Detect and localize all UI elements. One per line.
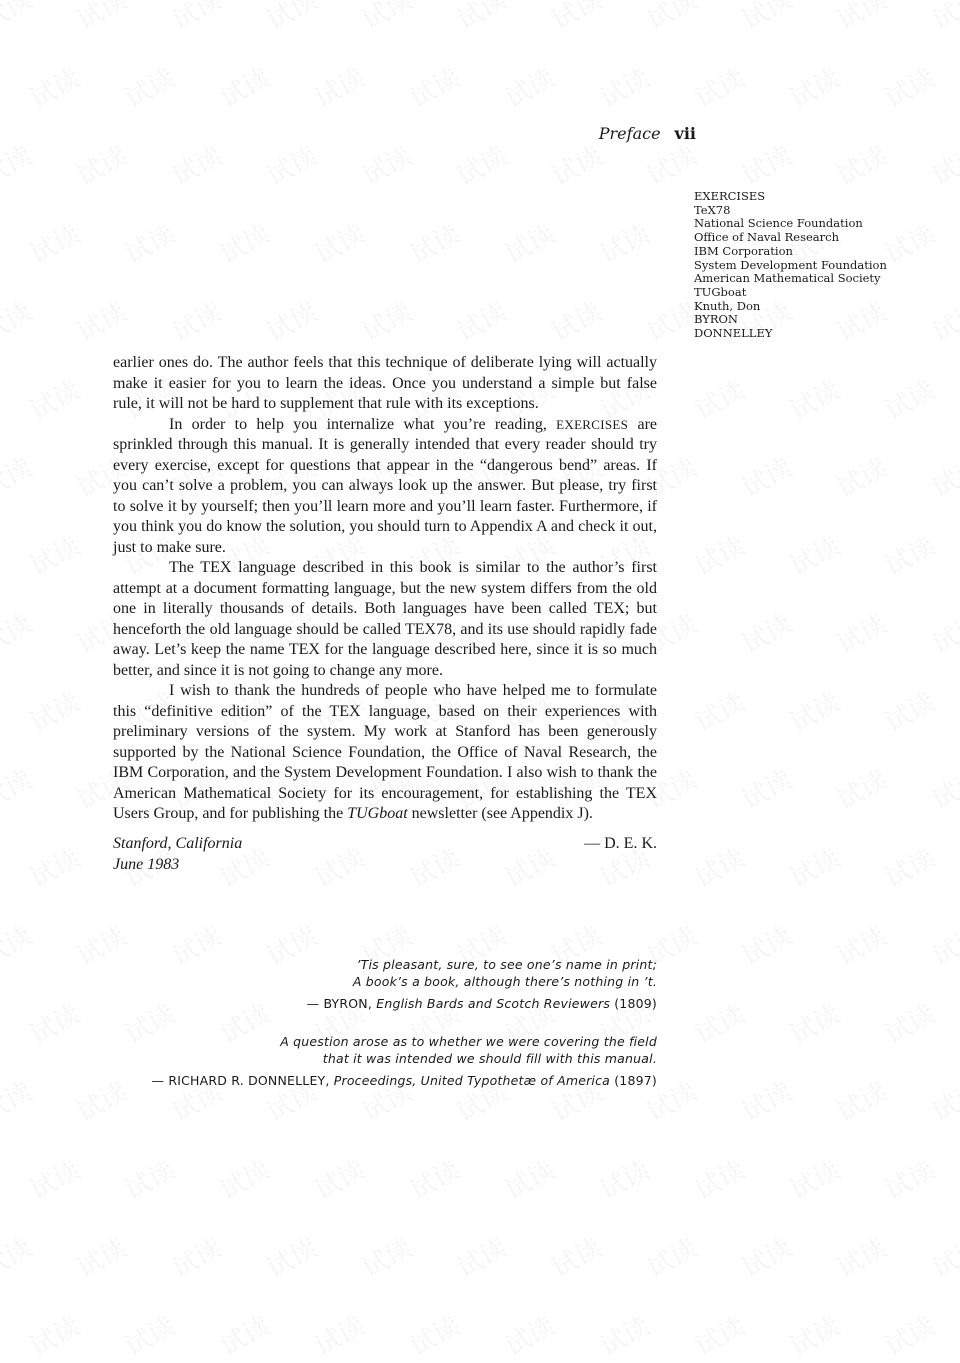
watermark-mark xyxy=(877,1150,940,1207)
running-head xyxy=(560,124,696,143)
epigraph-attribution xyxy=(151,1072,657,1089)
watermark-mark xyxy=(259,292,322,349)
watermark-mark xyxy=(212,1306,275,1363)
small-caps-term: EXERCISES xyxy=(556,416,629,432)
watermark-mark xyxy=(924,916,960,973)
watermark-mark xyxy=(69,1072,132,1129)
watermark-mark xyxy=(354,1228,417,1285)
watermark-mark xyxy=(829,448,892,505)
epigraph-line: A book’s a book, although there’s nothing in ’t. xyxy=(352,974,657,989)
watermark-mark xyxy=(829,604,892,661)
watermark-mark xyxy=(782,838,845,895)
watermark-mark xyxy=(307,1306,370,1363)
watermark-mark xyxy=(782,682,845,739)
epigraph-line: A question arose as to whether we were covering the field xyxy=(280,1034,657,1049)
watermark-mark xyxy=(0,0,38,37)
page-number: vii xyxy=(674,124,696,143)
watermark-mark xyxy=(449,136,512,193)
paragraph-text: I wish to thank the hundreds of people who have helped me to formulate this “definitive edition” of the TEX language, based on their experiences with preliminary versions of the system. My work at Stanford has been generously supported by the National Science Foundation, the Office of Naval Research, the IBM Corporation, and the System Development Foundation. I also wish to thank the American Mathematical Society for its encouragement, for establishing the TEX Users Group, and for publishing the xyxy=(113,682,657,822)
watermark-mark xyxy=(829,916,892,973)
watermark-mark xyxy=(687,1306,750,1363)
italic-term: TUGboat xyxy=(347,805,408,822)
watermark-mark xyxy=(924,1072,960,1129)
watermark-mark xyxy=(497,58,560,115)
watermark-mark xyxy=(497,1150,560,1207)
watermark-mark xyxy=(22,1150,85,1207)
watermark-mark xyxy=(164,136,227,193)
watermark-mark xyxy=(924,760,960,817)
watermark-mark xyxy=(734,1228,797,1285)
watermark-mark xyxy=(69,136,132,193)
watermark-mark xyxy=(354,136,417,193)
watermark-mark xyxy=(22,370,85,427)
watermark-mark xyxy=(877,1306,940,1363)
paragraph-text: In order to help you internalize what you’re reading, xyxy=(169,415,547,433)
index-entry: TUGboat xyxy=(694,284,747,299)
index-entry: National Science Foundation xyxy=(694,216,863,231)
watermark-mark xyxy=(829,136,892,193)
watermark-mark xyxy=(544,1228,607,1285)
epigraph-author: — RICHARD R. DONNELLEY, xyxy=(151,1073,330,1088)
watermark-mark xyxy=(877,58,940,115)
watermark-mark xyxy=(402,1150,465,1207)
watermark-mark xyxy=(307,58,370,115)
watermark-mark xyxy=(687,58,750,115)
watermark-mark xyxy=(22,838,85,895)
index-entry: DONNELLEY xyxy=(694,326,773,341)
watermark-mark xyxy=(402,214,465,271)
watermark-mark xyxy=(69,1228,132,1285)
watermark-mark xyxy=(782,994,845,1051)
watermark-mark xyxy=(69,0,132,37)
watermark-mark xyxy=(307,214,370,271)
watermark-mark xyxy=(924,136,960,193)
watermark-mark xyxy=(259,136,322,193)
watermark-mark xyxy=(877,370,940,427)
watermark-mark xyxy=(592,1150,655,1207)
watermark-mark xyxy=(164,916,227,973)
index-entry: Office of Naval Research xyxy=(694,230,839,245)
paragraph: The TEX language described in this book is similar to the author’s first attempt at a document formatting language, but the new system differs from the old one in literally thousands of details. Both languages have been called TEX; but henceforth the old language should be called TEX78, and its use should rapidly fade away. Let’s keep the name TEX for the language described here, since it is so much better, and since it is not going to change any more. xyxy=(113,559,657,679)
signature-place: Stanford, California xyxy=(113,835,243,852)
epigraph-donnelley xyxy=(151,1033,657,1089)
paragraph xyxy=(113,415,657,559)
preface-body xyxy=(113,353,657,825)
watermark-mark xyxy=(924,292,960,349)
watermark-mark xyxy=(259,0,322,37)
epigraph-work: English Bards and Scotch Reviewers xyxy=(376,996,611,1011)
paragraph: earlier ones do. The author feels that this technique of deliberate lying will actually make it easier for you to learn the ideas. Once you understand a simple but false rule, it will not be hard to supplement that rule with its exceptions. xyxy=(113,354,657,412)
watermark-mark xyxy=(782,1150,845,1207)
watermark-mark xyxy=(639,1228,702,1285)
watermark-mark xyxy=(449,292,512,349)
watermark-mark xyxy=(829,1228,892,1285)
epigraph-author: — BYRON, xyxy=(306,996,373,1011)
watermark-mark xyxy=(0,136,38,193)
margin-index-entries xyxy=(694,190,887,341)
watermark-mark xyxy=(22,682,85,739)
watermark-mark xyxy=(354,0,417,37)
watermark-mark xyxy=(164,292,227,349)
watermark-mark xyxy=(259,1228,322,1285)
watermark-mark xyxy=(734,760,797,817)
epigraph-work: Proceedings, United Typothetæ of America xyxy=(333,1073,611,1088)
watermark-mark xyxy=(592,58,655,115)
epigraph-byron xyxy=(307,956,657,1012)
watermark-mark xyxy=(22,214,85,271)
watermark-mark xyxy=(592,1306,655,1363)
watermark-mark xyxy=(734,916,797,973)
index-entry: Knuth, Don xyxy=(694,298,761,313)
watermark-mark xyxy=(734,604,797,661)
watermark-mark xyxy=(0,760,38,817)
watermark-mark xyxy=(877,526,940,583)
paragraph xyxy=(113,681,657,825)
watermark-mark xyxy=(592,214,655,271)
watermark-mark xyxy=(22,526,85,583)
signature-initials: — D. E. K. xyxy=(584,835,657,852)
watermark-mark xyxy=(212,214,275,271)
index-entry: TeX78 xyxy=(694,202,731,217)
watermark-mark xyxy=(924,604,960,661)
watermark-mark xyxy=(0,448,38,505)
watermark-mark xyxy=(544,292,607,349)
watermark-mark xyxy=(497,214,560,271)
watermark-mark xyxy=(924,1228,960,1285)
watermark-mark xyxy=(782,526,845,583)
watermark-mark xyxy=(687,838,750,895)
watermark-mark xyxy=(639,136,702,193)
watermark-mark xyxy=(687,682,750,739)
watermark-mark xyxy=(687,994,750,1051)
index-entry: American Mathematical Society xyxy=(694,271,881,286)
watermark-mark xyxy=(22,1306,85,1363)
watermark-mark xyxy=(734,1072,797,1129)
epigraph-year: (1809) xyxy=(614,996,657,1011)
watermark-mark xyxy=(0,292,38,349)
watermark-mark xyxy=(734,448,797,505)
watermark-mark xyxy=(829,0,892,37)
watermark-mark xyxy=(307,1150,370,1207)
epigraph-year: (1897) xyxy=(614,1073,657,1088)
watermark-mark xyxy=(782,370,845,427)
watermark-mark xyxy=(0,1228,38,1285)
watermark-mark xyxy=(212,1150,275,1207)
epigraph-line: ’Tis pleasant, sure, to see one’s name in print; xyxy=(356,957,657,972)
paragraph-text: newsletter (see Appendix J). xyxy=(411,805,593,822)
watermark-mark xyxy=(544,0,607,37)
watermark-mark xyxy=(0,604,38,661)
watermark-mark xyxy=(117,58,180,115)
signature-date: June 1983 xyxy=(113,855,180,873)
index-entry: System Development Foundation xyxy=(694,257,887,272)
watermark-mark xyxy=(402,58,465,115)
watermark-mark xyxy=(212,58,275,115)
watermark-mark xyxy=(164,0,227,37)
watermark-mark xyxy=(22,994,85,1051)
watermark-mark xyxy=(449,1228,512,1285)
index-entry: EXERCISES xyxy=(694,189,766,203)
watermark-mark xyxy=(544,136,607,193)
watermark-mark xyxy=(687,370,750,427)
watermark-mark xyxy=(829,760,892,817)
watermark-mark xyxy=(782,1306,845,1363)
watermark-mark xyxy=(117,1306,180,1363)
epigraph-line: that it was intended we should fill with this manual. xyxy=(322,1051,657,1066)
watermark-mark xyxy=(687,1150,750,1207)
watermark-mark xyxy=(877,682,940,739)
watermark-mark xyxy=(687,526,750,583)
watermark-mark xyxy=(734,0,797,37)
index-entry: BYRON xyxy=(694,312,738,327)
watermark-mark xyxy=(877,838,940,895)
running-head-title: Preface xyxy=(598,124,661,143)
watermark-mark xyxy=(497,1306,560,1363)
watermark-mark xyxy=(69,292,132,349)
watermark-mark xyxy=(69,916,132,973)
watermark-mark xyxy=(22,58,85,115)
watermark-mark xyxy=(639,0,702,37)
watermark-mark xyxy=(117,1150,180,1207)
watermark-mark xyxy=(402,1306,465,1363)
watermark-mark xyxy=(449,0,512,37)
watermark-mark xyxy=(0,1072,38,1129)
index-entry: IBM Corporation xyxy=(694,243,793,258)
watermark-mark xyxy=(117,214,180,271)
watermark-mark xyxy=(734,136,797,193)
watermark-mark xyxy=(164,1228,227,1285)
watermark-mark xyxy=(354,292,417,349)
epigraph-attribution xyxy=(307,995,657,1012)
watermark-mark xyxy=(782,58,845,115)
watermark-mark xyxy=(924,448,960,505)
paragraph-text: are sprinkled through this manual. It is generally intended that every reader should try every exercise, except for questions that appear in the “dangerous bend” areas. If you can’t solve a problem, you can always look up the answer. But please, try first to solve it by yourself; then you’ll learn more and you’ll learn faster. Furthermore, if you think you do know the solution, you should turn to Appendix A and check it out, just to make sure. xyxy=(113,415,658,556)
watermark-mark xyxy=(877,994,940,1051)
watermark-mark xyxy=(829,1072,892,1129)
watermark-mark xyxy=(924,0,960,37)
watermark-mark xyxy=(0,916,38,973)
signature-block xyxy=(113,834,657,875)
